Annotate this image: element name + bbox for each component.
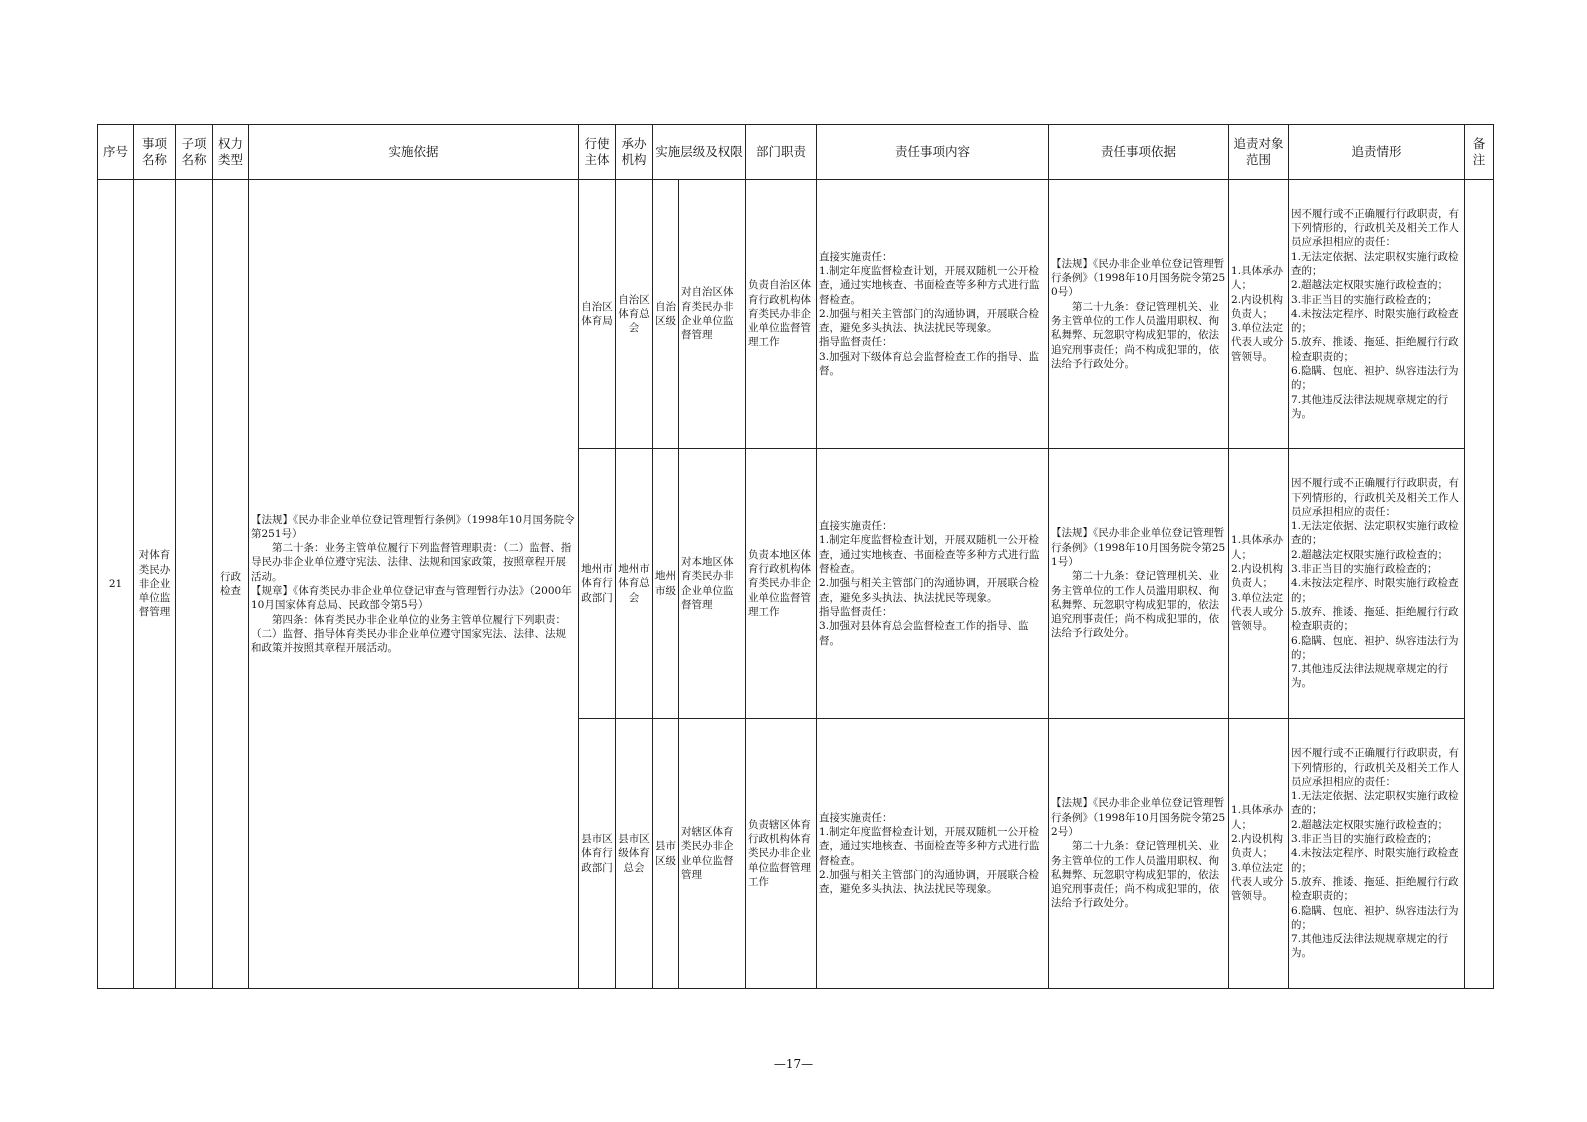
header-row [98, 125, 1494, 180]
table-row [98, 180, 1494, 449]
responsibility-table [97, 124, 1494, 989]
basis-p1: 【法规】《民办非企业单位登记管理暂行条例》（1998年10月国务院令第251号） [251, 513, 575, 540]
header-item-name: 事项名称 [134, 125, 176, 180]
resp-basis-p2: 第二十九条：登记管理机关、业务主管单位的工作人员滥用职权、徇私舞弊、玩忽职守构成犯罪的，依法追究刑事责任；尚不构成犯罪的，依法给予行政处分。 [1051, 300, 1220, 370]
cell-level: 地州市级 [653, 449, 679, 719]
cell-resp-basis [1049, 180, 1229, 449]
header-basis: 实施依据 [249, 125, 579, 180]
basis-p2: 第二十条：业务主管单位履行下列监督管理职责：（二）监督、指导民办非企业单位遵守宪法、法律、法规和国家政策，按照章程开展活动。 [251, 542, 572, 583]
header-org: 承办机构 [616, 125, 653, 180]
cell-resp-basis [1049, 719, 1229, 989]
header-scope: 追责对象范围 [1229, 125, 1289, 180]
resp-basis-p1: 【法规】《民办非企业单位登记管理暂行条例》（1998年10月国务院令第250号） [1051, 257, 1226, 299]
cell-resp-content: 直接实施责任： 1.制定年度监督检查计划，开展双随机一公开检查，通过实地核查、书面检查等多种方式进行监督检查。 2.加强与相关主管部门的沟通协调，开展联合检查，避免多头执法、执法扰民等现象。 [817, 719, 1049, 989]
cell-situation: 因不履行或不正确履行行政职责，有下列情形的，行政机关及相关工作人员应承担相应的责任： 1.无法定依据、法定职权实施行政检查的； 2.超越法定权限实施行政检查的； 3.非正当目的实施行政检查的； 4.未按法定程序、时限实施行政检查的； 5.放弃、推诿、拖延、拒绝履行行政检查职责的； 6.隐瞒、包庇、袒护、纵容违法行为的； 7.其他违反法律法规规章规定的行为。 [1289, 449, 1465, 719]
resp-basis-p1: 【法规】《民办非企业单位登记管理暂行条例》（1998年10月国务院令第251号） [1051, 527, 1226, 568]
cell-subject: 自治区体育局 [579, 180, 616, 449]
header-sub-item: 子项名称 [176, 125, 213, 180]
cell-org: 自治区体育总会 [616, 180, 653, 449]
cell-duty: 负责本地区体育行政机构体育类民办非企业单位监督管理工作 [746, 449, 817, 719]
cell-scope: 1.具体承办人； 2.内设机构负责人； 3.单位法定代表人或分管领导。 [1229, 180, 1289, 449]
cell-item-name: 对体育类民办非企业单位监督管理 [134, 180, 176, 989]
cell-org: 县市区级体育总会 [616, 719, 653, 989]
cell-situation: 因不履行或不正确履行行政职责，有下列情形的，行政机关及相关工作人员应承担相应的责任： 1.无法定依据、法定职权实施行政检查的； 2.超越法定权限实施行政检查的； 3.非正当目的实施行政检查的； 4.未按法定程序、时限实施行政检查的； 5.放弃、推诿、拖延、拒绝履行行政检查职责的； 6.隐瞒、包庇、袒护、纵容违法行为的； 7.其他违反法律法规规章规定的行为。 [1289, 719, 1465, 989]
cell-subject: 县市区体育行政部门 [579, 719, 616, 989]
cell-remark [1465, 180, 1494, 989]
header-situation: 追责情形 [1289, 125, 1465, 180]
cell-subject: 地州市体育行政部门 [579, 449, 616, 719]
cell-sub-item [176, 180, 213, 989]
cell-duty: 负责辖区体育行政机构体育类民办非企业单位监督管理工作 [746, 719, 817, 989]
cell-resp-basis [1049, 449, 1229, 719]
cell-basis [249, 180, 579, 989]
basis-p3: 【规章】《体育类民办非企业单位登记审查与管理暂行办法》（2000年10月国家体育总局、民政部令第5号） [251, 585, 572, 612]
header-level: 实施层级及权限 [653, 125, 746, 180]
resp-basis-p2: 第二十九条：登记管理机关、业务主管单位的工作人员滥用职权、徇私舞弊、玩忽职守构成犯罪的，依法追究刑事责任；尚不构成犯罪的，依法给予行政处分。 [1051, 840, 1220, 910]
resp-basis-p2: 第二十九条：登记管理机关、业务主管单位的工作人员滥用职权、徇私舞弊、玩忽职守构成犯罪的，依法追究刑事责任；尚不构成犯罪的，依法给予行政处分。 [1051, 570, 1220, 640]
cell-authority: 对本地区体育类民办非企业单位监督管理 [679, 449, 746, 719]
cell-scope: 1.具体承办人； 2.内设机构负责人； 3.单位法定代表人或分管领导。 [1229, 719, 1289, 989]
cell-authority: 对自治区体育类民办非企业单位监督管理 [679, 180, 746, 449]
header-resp-basis: 责任事项依据 [1049, 125, 1229, 180]
cell-resp-content: 直接实施责任： 1.制定年度监督检查计划，开展双随机一公开检查，通过实地核查、书面检查等多种方式进行监督检查。 2.加强与相关主管部门的沟通协调，开展联合检查，避免多头执法、执法扰民等现象。 指导监督责任： 3.加强对县体育总会监督检查工作的指导、监督。 [817, 449, 1049, 719]
cell-power-type: 行政检查 [213, 180, 249, 989]
header-resp-content: 责任事项内容 [817, 125, 1049, 180]
cell-seq: 21 [98, 180, 134, 989]
page-number: —17— [773, 1057, 814, 1071]
cell-duty: 负责自治区体育行政机构体育类民办非企业单位监督管理工作 [746, 180, 817, 449]
basis-p4: 第四条：体育类民办非企业单位的业务主管单位履行下列职责：（二）监督、指导体育类民办非企业单位遵守国家宪法、法律、法规和政策并按照其章程开展活动。 [251, 613, 566, 655]
header-seq: 序号 [98, 125, 134, 180]
cell-level: 县市区级 [653, 719, 679, 989]
header-duty: 部门职责 [746, 125, 817, 180]
resp-basis-p1: 【法规】《民办非企业单位登记管理暂行条例》（1998年10月国务院令第252号） [1051, 797, 1226, 838]
header-remark: 备注 [1465, 125, 1494, 180]
cell-situation: 因不履行或不正确履行行政职责，有下列情形的，行政机关及相关工作人员应承担相应的责任： 1.无法定依据、法定职权实施行政检查的； 2.超越法定权限实施行政检查的； 3.非正当目的实施行政检查的； 4.未按法定程序、时限实施行政检查的； 5.放弃、推诿、拖延、拒绝履行行政检查职责的； 6.隐瞒、包庇、袒护、纵容违法行为的； 7.其他违反法律法规规章规定的行为。 [1289, 180, 1465, 449]
cell-authority: 对辖区体育类民办非企业单位监督管理 [679, 719, 746, 989]
cell-scope: 1.具体承办人； 2.内设机构负责人； 3.单位法定代表人或分管领导。 [1229, 449, 1289, 719]
cell-resp-content: 直接实施责任： 1.制定年度监督检查计划，开展双随机一公开检查，通过实地核查、书面检查等多种方式进行监督检查。 2.加强与相关主管部门的沟通协调，开展联合检查，避免多头执法、执法扰民等现象。 指导监督责任： 3.加强对下级体育总会监督检查工作的指导、监督。 [817, 180, 1049, 449]
header-power-type: 权力类型 [213, 125, 249, 180]
header-subject: 行使主体 [579, 125, 616, 180]
cell-org: 地州市体育总会 [616, 449, 653, 719]
cell-level: 自治区级 [653, 180, 679, 449]
